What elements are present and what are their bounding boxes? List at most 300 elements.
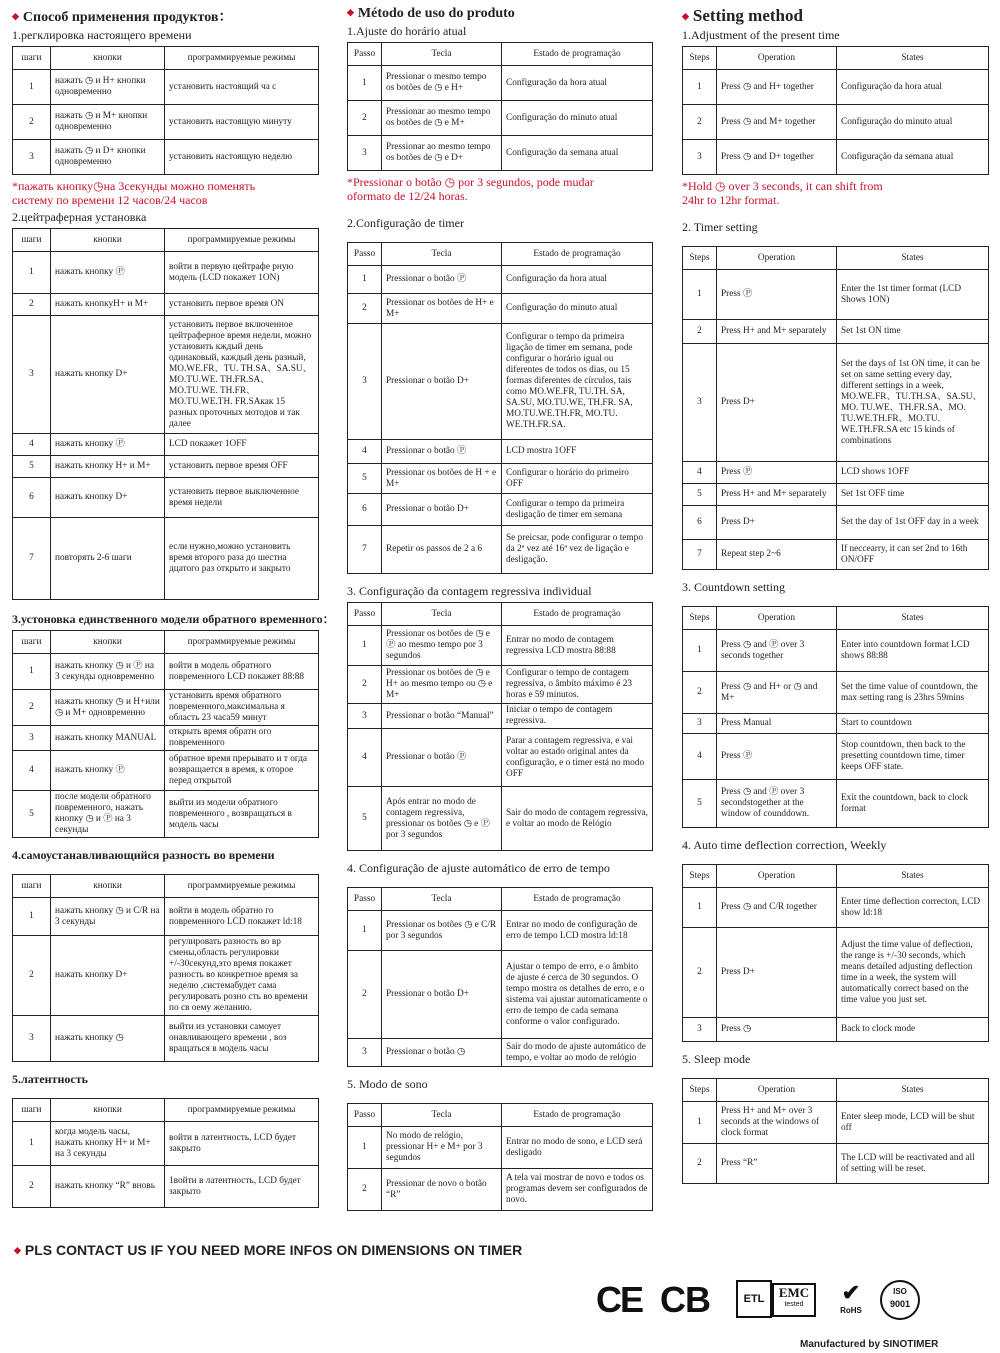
state-cell: Configuração do minuto atual [502,294,653,324]
state-cell: Start to countdown [837,714,989,734]
state-cell: Configuração da hora atual [502,266,653,294]
step-number: 2 [348,101,382,136]
step-number: 1 [348,266,382,294]
column-header: Passo [348,603,382,626]
table-row [683,105,989,140]
table-pt-4 [347,887,653,1067]
operation-cell: нажать кнопку ◷ и Ⓟ на 3 секунды одновременно [51,654,165,690]
operation-cell: Press D+ [717,506,837,540]
rohs-mark-icon: ✔ RoHS [840,1280,862,1315]
state-cell: Set 1st ON time [837,320,989,344]
table-row [683,928,989,1018]
column-header: Operation [717,607,837,630]
step-number: 5 [348,787,382,851]
table-row [13,518,319,600]
table-row [683,630,989,672]
step-number: 1 [13,898,51,936]
state-cell: установить первое время ON [165,294,319,316]
table-header-row [683,47,989,70]
step-number: 5 [683,780,717,828]
state-cell: установить первое время OFF [165,456,319,478]
state-cell: Configuração da semana atual [837,140,989,175]
manufacturer-credit: Manufactured by SINOTIMER [800,1339,939,1350]
operation-cell: нажать кнопку D+ [51,478,165,518]
table-row [13,456,319,478]
column-portuguese [347,6,652,1211]
table-row [348,324,653,440]
state-cell: Enter time deflection correcton, LCD show ld:18 [837,888,989,928]
operation-cell: Press H+ and M+ separately [717,484,837,506]
note-pt: *Pressionar o botão ◷ por 3 segundos, pode mudar oformato de 12/24 horas. [347,175,594,203]
state-cell: регулировать разность во вр смены,область регулировки +/-30секунд,это время покажет разность во конкретное время за неделю ,системабудет сама регулировать розно сть во времени по св оему желанию. [165,936,319,1016]
section-title: 1.регклировка настоящего времени [12,28,192,42]
state-cell: Configuração da hora atual [837,70,989,105]
step-number: 4 [13,751,51,791]
table-row [13,726,319,751]
operation-cell: нажать кнопку Ⓟ [51,751,165,791]
operation-cell: Press ◷ and C/R together [717,888,837,928]
state-cell: Configurar o tempo da primeira ligação de timer em semana, pode configurar o horário igual ou diferentes de todos os dias, ou 15 formas diferentes de círculos, tais como MO.WE.FR, TU.TH. SA, SA.SU, MO.TU.WE, TH.FR. SA, MO.TU.WE.TH.FR, MO.TU. WE.TH.FR.SA. [502,324,653,440]
table-header-row [683,607,989,630]
table-row [13,252,319,294]
operation-cell: Pressionar o botão Ⓟ [382,729,502,787]
table-row [348,666,653,704]
step-number: 4 [348,440,382,464]
step-number: 2 [348,666,382,704]
table-ru-2 [12,228,319,600]
state-cell: Configuração da hora atual [502,66,653,101]
state-cell: Set the days of 1st ON time, it can be set on same setting every day, different settings in a week, MO.WE.FR、TU.TH.SA、SA.SU、MO. TU.WE、TH.FR.SA、MO. TU.WE.TH.FR、MO.TU. WE.TH.FR.SA etc 15 kinds of combinations [837,344,989,462]
state-cell: войти в латентность, LCD будет закрыто [165,1122,319,1166]
operation-cell: No modo de relógio, pressionar H+ e M+ por 3 segundos [382,1127,502,1169]
column-header: Passo [348,43,382,66]
table-header-row [683,1079,989,1102]
table-row [13,654,319,690]
table-header-row [348,603,653,626]
table-header-row [348,43,653,66]
table-row [13,70,319,105]
table-header-row [348,888,653,911]
table-row [13,316,319,434]
column-header: States [837,47,989,70]
title-ru: ◆ Способ применения продуктов： [12,10,233,25]
operation-cell: Press Manual [717,714,837,734]
table-row [13,140,319,175]
operation-cell: Pressionar o botão “Manual” [382,704,502,729]
cb-mark-icon: CB [660,1279,710,1320]
state-cell: установить время обратного повременного,максимальна я область 23 часа59 минут [165,690,319,726]
column-header: Estado de programação [502,243,653,266]
step-number: 3 [348,324,382,440]
table-row [348,626,653,666]
step-number: 1 [683,888,717,928]
table-row [348,266,653,294]
title-en: ◆ Setting method [682,6,803,25]
column-header: Estado de programação [502,43,653,66]
state-cell: The LCD will be reactivated and all of setting will be reset. [837,1144,989,1184]
operation-cell: Pressionar os botões ◷ e C/R por 3 segundos [382,911,502,951]
section-title: 3.устоновка единственного модели обратного временного： [12,612,335,626]
state-cell: Adjust the time value of deflection, the range is +/-30 seconds, which means detailed adjusting deflection time in a week, the system will automatically correct based on the time value you just set. [837,928,989,1018]
column-header: Passo [348,243,382,266]
step-number: 2 [13,105,51,140]
column-header: шаги [13,875,51,898]
operation-cell: Pressionar o botão D+ [382,494,502,526]
table-row [683,320,989,344]
table-row [348,1127,653,1169]
state-cell: Enter the 1st timer format (LCD Shows 1ON) [837,270,989,320]
ce-mark-icon: CE [596,1279,643,1320]
note-en: *Hold ◷ over 3 seconds, it can shift from 24hr to 12hr format. [682,179,883,207]
step-number: 2 [683,105,717,140]
step-number: 1 [683,270,717,320]
table-header-row [348,1104,653,1127]
step-number: 2 [13,936,51,1016]
operation-cell: Press Ⓟ [717,462,837,484]
state-cell: выйти из модели обратного повременного , возвращаться в модель часы [165,791,319,838]
step-number: 1 [683,70,717,105]
operation-cell: Pressionar o botão D+ [382,951,502,1039]
table-row [13,751,319,791]
section-title: 2.цейтраферная установка [12,210,147,224]
table-row [348,440,653,464]
table-row [13,105,319,140]
table-row [683,484,989,506]
column-header: Passo [348,888,382,911]
step-number: 2 [348,1169,382,1211]
state-cell: выйти из установки самоует онавливающего времени , воз вращаться в модель часы [165,1016,319,1062]
column-header: States [837,865,989,888]
operation-cell: Press Ⓟ [717,270,837,320]
operation-cell: Press ◷ and Ⓟ over 3 secondstogether at the window of counddown. [717,780,837,828]
step-number: 7 [348,526,382,574]
table-pt-2 [347,242,653,574]
step-number: 5 [13,791,51,838]
operation-cell: нажать кнопку “R” вновь [51,1166,165,1208]
step-number: 3 [683,140,717,175]
table-row [13,898,319,936]
column-header: States [837,1079,989,1102]
operation-cell: Press D+ [717,344,837,462]
state-cell: установить первое выключенное время недели [165,478,319,518]
operation-cell: Press D+ [717,928,837,1018]
table-row [348,101,653,136]
operation-cell: Pressionar o botão ◷ [382,1039,502,1067]
step-number: 4 [13,434,51,456]
state-cell: Exit the countdown, back to clock format [837,780,989,828]
table-row [683,1144,989,1184]
section-title: 4.самоустанавливающийся разность во времени [12,848,275,862]
column-header: Tecla [382,888,502,911]
table-row [348,526,653,574]
state-cell: установить настоящую минуту [165,105,319,140]
column-header: шаги [13,631,51,654]
step-number: 2 [683,320,717,344]
step-number: 3 [683,714,717,734]
table-pt-5 [347,1103,653,1211]
table-row [13,936,319,1016]
column-header: Estado de programação [502,888,653,911]
table-row [683,1102,989,1144]
operation-cell: Pressionar o mesmo tempo os botões de ◷ e H+ [382,66,502,101]
section-title: 3. Configuração da contagem regressiva individual [347,584,592,598]
column-header: Operation [717,247,837,270]
state-cell: Configuração do minuto atual [502,101,653,136]
state-cell: Set 1st OFF time [837,484,989,506]
column-header: программируемые режимы [165,631,319,654]
operation-cell: Repetir os passos de 2 a 6 [382,526,502,574]
table-en-2 [682,246,989,570]
table-ru-1 [12,46,319,175]
step-number: 1 [348,911,382,951]
table-row [683,540,989,570]
table-row [683,70,989,105]
table-row [683,506,989,540]
operation-cell: когда модель часы, нажать кнопку H+ и M+ на 3 секунды [51,1122,165,1166]
state-cell: открыть время обратн ого повременного [165,726,319,751]
state-cell: Se preicsar, pode configurar o tempo da 2ª vez até 16ª vez de ligação e desligação. [502,526,653,574]
state-cell: Sair do modo de contagem regressiva, e voltar ao modo de Relógio [502,787,653,851]
step-number: 2 [13,294,51,316]
column-header: States [837,607,989,630]
operation-cell: Após entrar no modo de contagem regressiva, pressionar os botões ◷ e Ⓟ por 3 segundos [382,787,502,851]
table-row [13,690,319,726]
iso-9001-mark-icon: ISO 9001 [880,1280,920,1320]
step-number: 5 [13,456,51,478]
step-number: 3 [348,704,382,729]
state-cell: Entrar no modo de configuração de erro de tempo LCD mostra ld:18 [502,911,653,951]
operation-cell: Pressionar o botão Ⓟ [382,266,502,294]
table-row [683,888,989,928]
table-en-1 [682,46,989,175]
state-cell: Set the time value of countdown, the max setting rang is 23hrs 59mins [837,672,989,714]
column-header: Tecla [382,1104,502,1127]
step-number: 4 [683,734,717,780]
state-cell: Back to clock mode [837,1018,989,1042]
state-cell: установить настоящий ча с [165,70,319,105]
etl-mark-icon: ETL [736,1280,772,1318]
state-cell: войти в первую цейтрафе рную модель (LCD покажет 1ON) [165,252,319,294]
operation-cell: Pressionar os botões de H+ e M+ [382,294,502,324]
table-row [13,791,319,838]
column-header: шаги [13,1099,51,1122]
column-header: Tecla [382,603,502,626]
operation-cell: Pressionar ao mesmo tempo os botões de ◷ e M+ [382,101,502,136]
step-number: 2 [348,294,382,324]
title-pt: ◆ Método de uso do produto [347,6,515,21]
column-header: шаги [13,229,51,252]
section-title: 3. Countdown setting [682,580,786,594]
column-header: кнопки [51,229,165,252]
operation-cell: нажать кнопку D+ [51,936,165,1016]
section-title: 2. Timer setting [682,220,758,234]
operation-cell: Pressionar os botões de ◷ e H+ ao mesmo tempo ou ◷ e M+ [382,666,502,704]
step-number: 5 [683,484,717,506]
operation-cell: повторять 2-6 шаги [51,518,165,600]
column-header: Operation [717,865,837,888]
table-row [683,344,989,462]
table-row [13,434,319,456]
column-english [682,6,988,1184]
table-row [348,136,653,171]
table-pt-3 [347,602,653,851]
table-row [683,734,989,780]
step-number: 5 [348,464,382,494]
column-header: Estado de programação [502,603,653,626]
emc-mark-icon: EMC tested [772,1283,816,1317]
step-number: 4 [348,729,382,787]
step-number: 3 [348,136,382,171]
table-row [683,672,989,714]
step-number: 6 [683,506,717,540]
state-cell: Entrar no modo de contagem regressiva LCD mostra 88:88 [502,626,653,666]
table-en-4 [682,864,989,1042]
step-number: 7 [13,518,51,600]
section-title: 1.Ajuste do horário atual [347,24,467,38]
state-cell: Configurar o tempo da primeira desligação de timer em semana [502,494,653,526]
state-cell: Set the day of 1st OFF day in a week [837,506,989,540]
state-cell: A tela vai mostrar de novo e todos os programas devem ser configurados de novo. [502,1169,653,1211]
column-header: Tecla [382,243,502,266]
column-header: Operation [717,47,837,70]
column-header: программируемые режимы [165,875,319,898]
operation-cell: нажать кнопку Ⓟ [51,434,165,456]
table-row [348,1169,653,1211]
section-title: 5. Sleep mode [682,1052,751,1066]
column-header: Steps [683,865,717,888]
column-header: кнопки [51,1099,165,1122]
step-number: 2 [683,672,717,714]
step-number: 1 [13,70,51,105]
operation-cell: Press ◷ and H+ together [717,70,837,105]
operation-cell: нажать кнопку Ⓟ [51,252,165,294]
state-cell: Enter into countdown format LCD shows 88:88 [837,630,989,672]
table-row [683,462,989,484]
section-title: 5. Modo de sono [347,1077,428,1091]
table-row [348,464,653,494]
operation-cell: Pressionar o botão D+ [382,324,502,440]
step-number: 7 [683,540,717,570]
operation-cell: Press Ⓟ [717,734,837,780]
state-cell: Iniciar o tempo de contagem regressiva. [502,704,653,729]
column-header: программируемые режимы [165,1099,319,1122]
step-number: 3 [13,726,51,751]
operation-cell: нажать кнопкуH+ и M+ [51,294,165,316]
section-title: 4. Configuração de ajuste automático de erro de tempo [347,861,610,875]
step-number: 1 [348,66,382,101]
table-row [348,911,653,951]
operation-cell: нажать кнопку ◷ [51,1016,165,1062]
step-number: 2 [683,928,717,1018]
note-ru: *пажать кнопку◷на 3секунды можно поменять систему по времени 12 часов/24 часов [12,179,256,207]
operation-cell: Press ◷ [717,1018,837,1042]
operation-cell: после модели обратного повременного, нажать кнопку ◷ и Ⓟ на 3 секунды [51,791,165,838]
table-row [683,780,989,828]
operation-cell: нажать кнопку D+ [51,316,165,434]
table-row [348,66,653,101]
operation-cell: Press ◷ and H+ or ◷ and M+ [717,672,837,714]
table-en-3 [682,606,989,828]
step-number: 4 [683,462,717,484]
state-cell: Configuração da semana atual [502,136,653,171]
table-header-row [683,247,989,270]
operation-cell: Pressionar os botões de ◷ e Ⓟ ao mesmo tempo por 3 segundos [382,626,502,666]
step-number: 1 [13,654,51,690]
state-cell: Configurar o tempo de contagem regressiva, o âmbito máximo é 23 horas e 59 minutos. [502,666,653,704]
operation-cell: нажать кнопку H+ и M+ [51,456,165,478]
step-number: 2 [13,1166,51,1208]
step-number: 2 [348,951,382,1039]
operation-cell: Repeat step 2~6 [717,540,837,570]
table-en-5 [682,1078,989,1184]
state-cell: Enter sleep mode, LCD will be shut off [837,1102,989,1144]
state-cell: Sair do modo de ajuste automático de tempo, e voltar ao modo de relógio [502,1039,653,1067]
step-number: 3 [348,1039,382,1067]
column-header: Steps [683,1079,717,1102]
table-ru-5 [12,1098,319,1208]
step-number: 2 [13,690,51,726]
column-header: Steps [683,47,717,70]
operation-cell: Press “R” [717,1144,837,1184]
operation-cell: Press ◷ and M+ together [717,105,837,140]
column-header: States [837,247,989,270]
table-row [348,704,653,729]
table-row [348,294,653,324]
column-header: Operation [717,1079,837,1102]
state-cell: войти в модель обратного повременного LCD покажет 88:88 [165,654,319,690]
operation-cell: Pressionar os botões de H + e M+ [382,464,502,494]
step-number: 1 [348,1127,382,1169]
column-header: кнопки [51,631,165,654]
table-header-row [13,1099,319,1122]
state-cell: войти в модель обратно го повременного LCD покажет ld:18 [165,898,319,936]
section-title: 2.Configuração de timer [347,216,464,230]
table-header-row [683,865,989,888]
column-header: кнопки [51,875,165,898]
table-pt-1 [347,42,653,171]
table-row [13,1122,319,1166]
step-number: 6 [13,478,51,518]
step-number: 3 [13,316,51,434]
table-header-row [13,875,319,898]
step-number: 3 [13,1016,51,1062]
table-row [13,294,319,316]
column-header: Passo [348,1104,382,1127]
operation-cell: Pressionar de novo o botão “R” [382,1169,502,1211]
step-number: 1 [683,630,717,672]
table-ru-3 [12,630,319,838]
operation-cell: Press ◷ and D+ together [717,140,837,175]
table-header-row [348,243,653,266]
state-cell: Stop countdown, then back to the presetting countdown time, timer keeps OFF state. [837,734,989,780]
table-header-row [13,229,319,252]
state-cell: If neccearry, it can set 2nd to 16th ON/OFF [837,540,989,570]
step-number: 1 [13,1122,51,1166]
state-cell: Entrar no modo de sono, e LCD será desligado [502,1127,653,1169]
table-row [348,951,653,1039]
state-cell: если нужно,можно установить время второго раза до шестна дцатого раз открыто и закрыто [165,518,319,600]
column-header: Estado de programação [502,1104,653,1127]
table-row [13,478,319,518]
step-number: 6 [348,494,382,526]
state-cell: обратное время прерывато и т огда возвращается в время, к оторое перед открытой [165,751,319,791]
table-row [348,494,653,526]
table-ru-4 [12,874,319,1062]
table-row [348,1039,653,1067]
table-row [348,787,653,851]
operation-cell: нажать ◷ и D+ кнопки одновременно [51,140,165,175]
table-row [683,270,989,320]
